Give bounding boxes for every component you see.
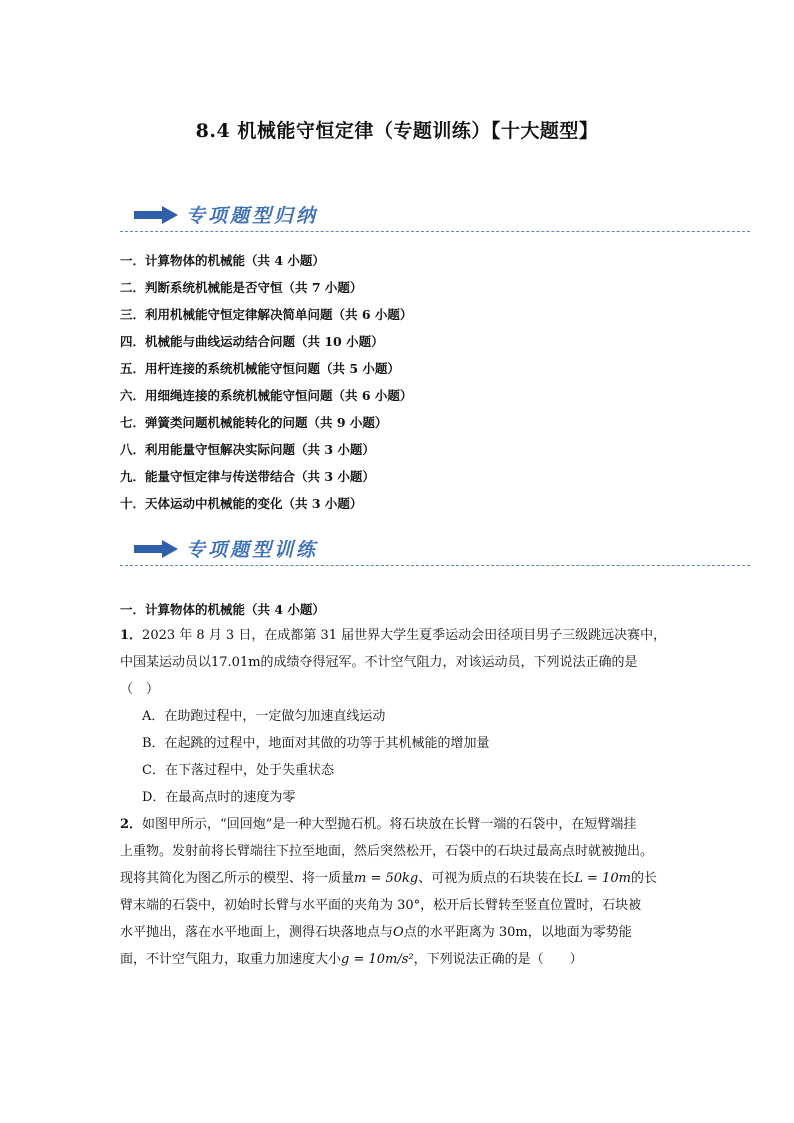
section-banner-training [120,532,750,566]
question-text: 中国某运动员以17.01m的成绩夺得冠军。不计空气阻力，对该运动员，下列说法正确的是 [120,655,638,670]
question-1 [120,622,680,811]
option-a: A．在助跑过程中，一定做匀加速直线运动 [142,709,386,724]
topic-item: 二．判断系统机械能是否守恒（共 7 小题） [120,280,363,295]
question-content [120,600,680,973]
question-text: 面，不计空气阻力，取重力加速度大小g = 10m/s²，下列说法正确的是（ ） [120,952,583,967]
math-gravity: g = 10m/s² [341,952,414,967]
section-banner-toc [120,198,750,232]
question-text: 臂末端的石袋中，初始时长臂与水平面的夹角为 30°，松开后长臂转至竖直位置时，石块被 [120,898,642,913]
topic-item: 三．利用机械能守恒定律解决简单问题（共 6 小题） [120,307,413,322]
topic-item: 六．用细绳连接的系统机械能守恒问题（共 6 小题） [120,388,413,403]
option-b: B．在起跳的过程中，地面对其做的功等于其机械能的增加量 [142,736,490,751]
question-text: 水平抛出，落在水平地面上，测得石块落地点与O点的水平距离为 30m，以地面为零势能 [120,925,632,940]
option-d: D．在最高点时的速度为零 [142,790,296,805]
question-text: 现将其简化为图乙所示的模型、将一质量m = 50kg、可视为质点的石块装在长L = 10m的长 [120,871,657,886]
topic-list [120,252,720,522]
topic-item: 一．计算物体的机械能（共 4 小题） [120,253,325,268]
dashed-divider [120,231,750,232]
math-length: L = 10m [574,871,631,886]
topic-item: 十．天体运动中机械能的变化（共 3 小题） [120,496,363,511]
page-title: 8.4 机械能守恒定律（专题训练）【十大题型】 [195,120,599,142]
topic-item: 七．弹簧类问题机械能转化的问题（共 9 小题） [120,415,388,430]
math-mass: m = 50kg [354,871,419,886]
question-text: 如图甲所示，“回回炮”是一种大型抛石机。将石块放在长臂一端的石袋中，在短臂端挂 [142,817,637,832]
question-text: 上重物。发射前将长臂端往下拉至地面，然后突然松开，石袋中的石块过最高点时就被抛出。 [120,844,654,859]
topic-item: 五．用杆连接的系统机械能守恒问题（共 5 小题） [120,361,400,376]
arrow-right-icon [134,206,178,224]
topic-item: 四．机械能与曲线运动结合问题（共 10 小题） [120,334,384,349]
banner-title: 专项题型训练 [186,539,319,561]
topic-item: 八．利用能量守恒解决实际问题（共 3 小题） [120,442,375,457]
question-number: 2． [120,817,143,832]
banner-title: 专项题型归纳 [186,205,319,227]
question-2 [120,811,680,973]
dashed-divider [120,565,750,566]
question-text: 2023 年 8 月 3 日，在成都第 31 届世界大学生夏季运动会田径项目男子三级跳远决赛中， [142,628,667,643]
topic-item: 九．能量守恒定律与传送带结合（共 3 小题） [120,469,375,484]
arrow-right-icon [134,540,178,558]
question-number: 1． [120,628,143,643]
answer-blank: （ ） [120,682,160,697]
math-point-o: O [393,925,404,940]
option-c: C．在下落过程中，处于失重状态 [142,763,334,778]
section-heading: 一．计算物体的机械能（共 4 小题） [120,602,325,617]
